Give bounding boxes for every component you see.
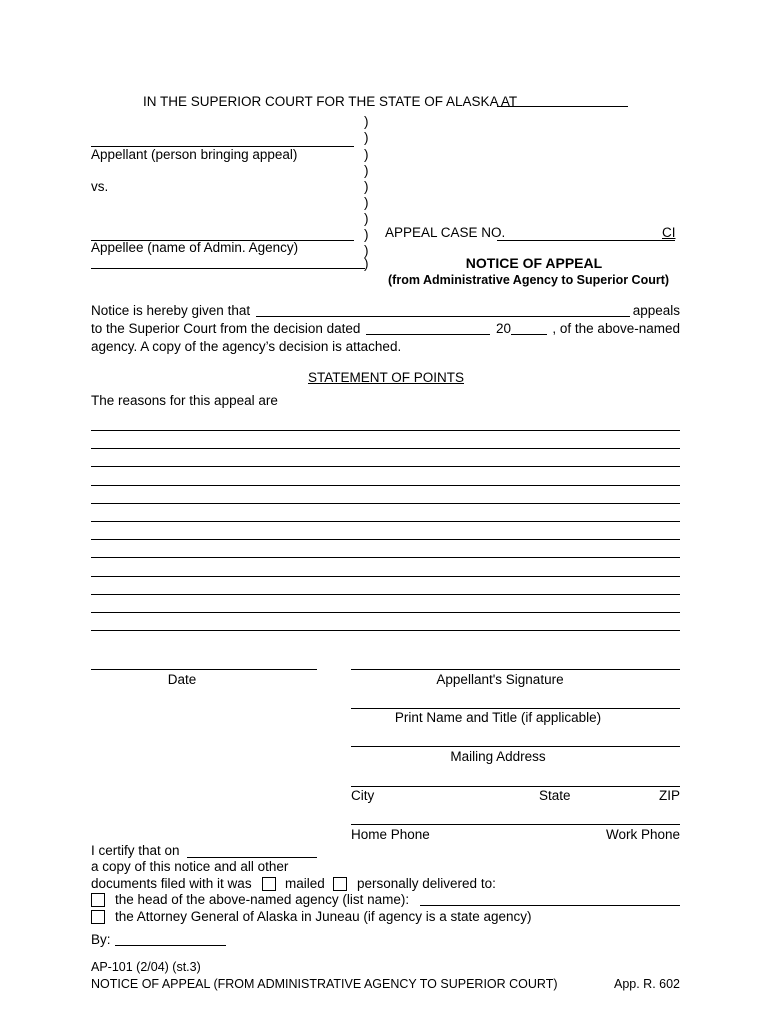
appellant-name-field[interactable] [256,316,630,317]
mailing-address-field[interactable] [351,746,680,747]
caption-bottom-line [91,268,365,269]
form-title: NOTICE OF APPEAL [465,255,603,271]
reason-line-field[interactable] [91,576,680,577]
by-label: By: [91,932,111,947]
city-state-zip-field[interactable] [351,786,680,787]
delivered-checkbox[interactable] [333,877,347,891]
certificate-date-field[interactable] [187,857,317,858]
decision-date-field[interactable] [366,334,490,335]
statement-heading: STATEMENT OF POINTS [307,370,465,385]
appellee-label: Appellee (name of Admin. Agency) [91,240,299,255]
caption-paren: ) [364,147,369,162]
vs-label: vs. [91,179,109,194]
delivered-label: personally delivered to: [357,876,496,891]
caption-paren: ) [364,195,369,210]
attorney-general-checkbox[interactable] [91,910,105,924]
case-suffix: CI [662,225,676,240]
notice-text: , of the above-named [552,321,680,336]
reason-line-field[interactable] [91,466,680,467]
notice-text: to the Superior Court from the decision dated [91,321,361,336]
statement-intro: The reasons for this appeal are [91,393,278,408]
print-name-field[interactable] [351,708,680,709]
print-name-label: Print Name and Title (if applicable) [394,710,602,725]
reason-line-field[interactable] [91,448,680,449]
zip-label: ZIP [658,788,680,803]
caption-paren: ) [364,130,369,145]
date-field[interactable] [91,669,317,670]
agency-head-name-field[interactable] [420,905,680,906]
attorney-general-label: the Attorney General of Alaska in Juneau (if agency is a state agency) [115,909,532,924]
certificate-text: a copy of this notice and all other [91,859,289,874]
form-id: AP-101 (2/04) (st.3) [91,960,201,974]
year-prefix: 20 [496,321,512,336]
city-label: City [351,788,375,803]
reason-line-field[interactable] [91,521,680,522]
caption-paren: ) [364,114,369,129]
state-label: State [539,788,571,803]
rule-reference: App. R. 602 [613,977,680,991]
phone-field[interactable] [351,824,680,825]
mailed-label: mailed [285,876,325,891]
agency-head-label: the head of the above-named agency (list name): [115,892,410,907]
signature-field[interactable] [351,669,680,670]
notice-text: appeals [632,303,680,318]
date-label: Date [167,672,197,687]
caption-paren: ) [364,227,369,242]
caption-paren: ) [364,211,369,226]
mailed-checkbox[interactable] [262,877,276,891]
reason-line-field[interactable] [91,630,680,631]
signature-label: Appellant's Signature [436,672,564,687]
reason-line-field[interactable] [91,503,680,504]
case-no-label: APPEAL CASE NO. [385,225,506,240]
reason-line-field[interactable] [91,557,680,558]
caption-paren: ) [364,179,369,194]
caption-paren: ) [364,163,369,178]
certificate-text: documents filed with it was [91,876,252,891]
certificate-text: I certify that on [91,843,180,858]
court-location-field[interactable] [497,106,628,107]
mailing-address-label: Mailing Address [450,749,546,764]
reason-line-field[interactable] [91,539,680,540]
reason-line-field[interactable] [91,594,680,595]
notice-text: Notice is hereby given that [91,303,251,318]
appellant-label: Appellant (person bringing appeal) [91,147,298,162]
case-no-field[interactable] [497,240,675,241]
agency-head-checkbox[interactable] [91,893,105,907]
home-phone-label: Home Phone [351,827,430,842]
caption-paren: ) [364,243,369,258]
reason-line-field[interactable] [91,430,680,431]
work-phone-label: Work Phone [605,827,680,842]
notice-text: agency. A copy of the agency’s decision is attached. [91,339,402,354]
form-subtitle: (from Administrative Agency to Superior Court) [388,273,670,287]
caption-paren: ) [364,256,369,271]
by-field[interactable] [115,945,226,946]
reason-line-field[interactable] [91,485,680,486]
decision-year-field[interactable] [511,334,547,335]
court-header: IN THE SUPERIOR COURT FOR THE STATE OF ALASKA AT [143,94,518,109]
footer-title: NOTICE OF APPEAL (FROM ADMINISTRATIVE AGENCY TO SUPERIOR COURT) [91,977,558,991]
reason-line-field[interactable] [91,612,680,613]
